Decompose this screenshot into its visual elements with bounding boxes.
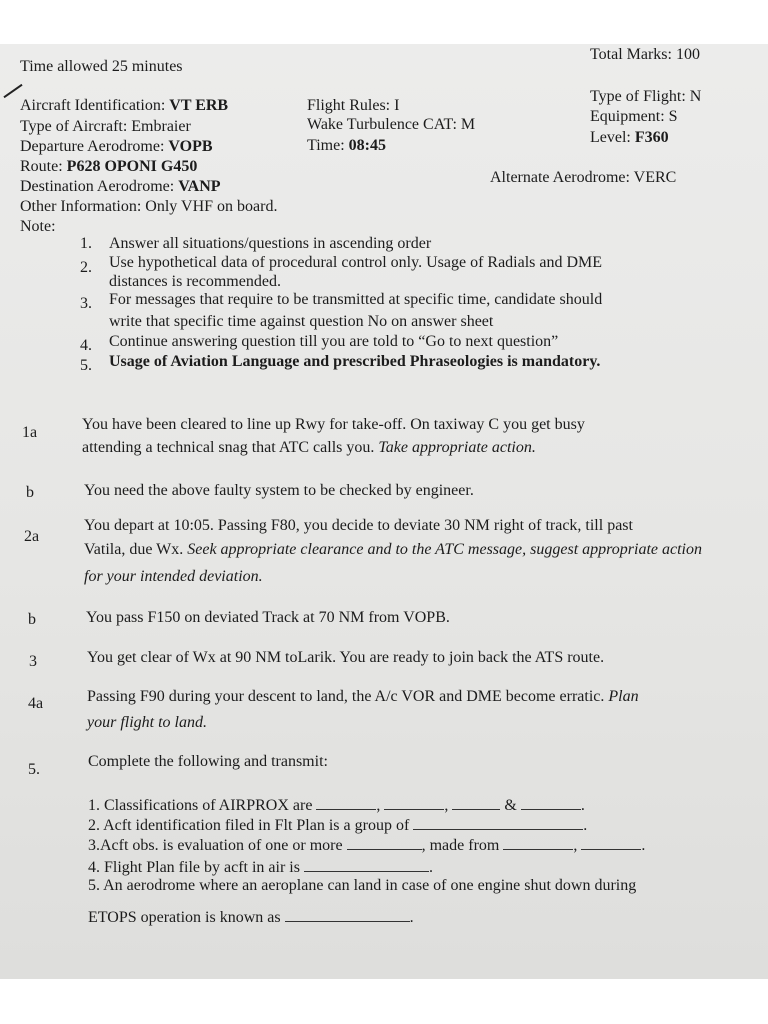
note-text: Usage of Aviation Language and prescribed Phraseologies is mandatory. <box>109 353 601 370</box>
answer-blank[interactable] <box>503 835 573 850</box>
equipment: Equipment: S <box>590 108 678 125</box>
fill-in-item: 3.Acft obs. is evaluation of one or more , made from , . <box>88 837 646 854</box>
question-number: 2a <box>24 528 40 545</box>
note-text: Answer all situations/questions in ascending order <box>109 235 432 252</box>
question-number: 3 <box>29 653 37 670</box>
note-number: 1. <box>80 235 92 252</box>
note-number: 4. <box>80 337 92 354</box>
type-of-flight: Type of Flight: N <box>590 88 702 105</box>
note-text: Use hypothetical data of procedural control only. Usage of Radials and DME <box>109 254 603 271</box>
destination-aerodrome: Destination Aerodrome: VANP <box>20 178 221 195</box>
answer-blank[interactable] <box>521 795 581 810</box>
fill-in-item: 1. Classifications of AIRPROX are , , & . <box>88 797 585 814</box>
question-number: b <box>26 484 34 501</box>
aircraft-identification: Aircraft Identification: VT ERB <box>20 97 229 114</box>
answer-blank[interactable] <box>316 795 376 810</box>
fill-in-item: 2. Acft identification filed in Flt Plan is a group of . <box>88 817 588 834</box>
question-text: You need the above faulty system to be checked by engineer. <box>84 482 474 499</box>
note-number: 5. <box>80 357 92 374</box>
answer-blank[interactable] <box>347 835 422 850</box>
question-text: You depart at 10:05. Passing F80, you decide to deviate 30 NM right of track, till past <box>84 517 633 534</box>
question-text: You get clear of Wx at 90 NM toLarik. You are ready to join back the ATS route. <box>87 649 605 666</box>
note-text: Continue answering question till you are told to “Go to next question” <box>109 333 559 350</box>
note-text: distances is recommended. <box>109 273 281 290</box>
answer-blank[interactable] <box>413 815 583 830</box>
question-number: 4a <box>28 695 44 712</box>
question-number: 5. <box>28 761 40 778</box>
question-number: b <box>28 611 36 628</box>
answer-blank[interactable] <box>304 857 429 872</box>
question-number: 1a <box>22 424 38 441</box>
flight-time: Time: 08:45 <box>307 137 386 154</box>
fill-in-item: 4. Flight Plan file by acft in air is . <box>88 859 433 876</box>
alternate-aerodrome: Alternate Aerodrome: VERC <box>490 169 677 186</box>
question-text: Vatila, due Wx. Seek appropriate clearance and to the ATC message, suggest appropriate action <box>84 541 702 558</box>
question-text: your flight to land. <box>87 714 207 731</box>
answer-blank[interactable] <box>285 907 410 922</box>
note-text: For messages that require to be transmitted at specific time, candidate should <box>109 291 603 308</box>
note-number: 3. <box>80 295 92 312</box>
answer-blank[interactable] <box>452 795 500 810</box>
time-allowed: Time allowed 25 minutes <box>20 58 183 75</box>
answer-blank[interactable] <box>384 795 444 810</box>
note-heading: Note: <box>20 218 56 235</box>
question-text: Passing F90 during your descent to land, the A/c VOR and DME become erratic. Plan <box>87 688 639 705</box>
other-information: Other Information: Only VHF on board. <box>20 198 278 215</box>
question-text: You pass F150 on deviated Track at 70 NM from VOPB. <box>86 609 450 626</box>
question-text: for your intended deviation. <box>84 568 263 585</box>
cruising-level: Level: F360 <box>590 129 669 146</box>
aircraft-type: Type of Aircraft: Embraier <box>20 118 191 135</box>
answer-blank[interactable] <box>581 835 641 850</box>
question-text: You have been cleared to line up Rwy for take-off. On taxiway C you get busy <box>82 416 585 433</box>
note-text: write that specific time against question No on answer sheet <box>109 313 494 330</box>
question-text: attending a technical snag that ATC calls you. Take appropriate action. <box>82 439 536 456</box>
flight-rules: Flight Rules: I <box>307 97 400 114</box>
fill-in-item: 5. An aerodrome where an aeroplane can land in case of one engine shut down during <box>88 877 637 894</box>
departure-aerodrome: Departure Aerodrome: VOPB <box>20 138 213 155</box>
fill-in-item: ETOPS operation is known as . <box>88 909 414 926</box>
total-marks: Total Marks: 100 <box>590 46 700 63</box>
note-number: 2. <box>80 259 92 276</box>
route: Route: P628 OPONI G450 <box>20 158 198 175</box>
wake-turbulence-cat: Wake Turbulence CAT: M <box>307 116 476 133</box>
question-heading: Complete the following and transmit: <box>88 753 328 770</box>
